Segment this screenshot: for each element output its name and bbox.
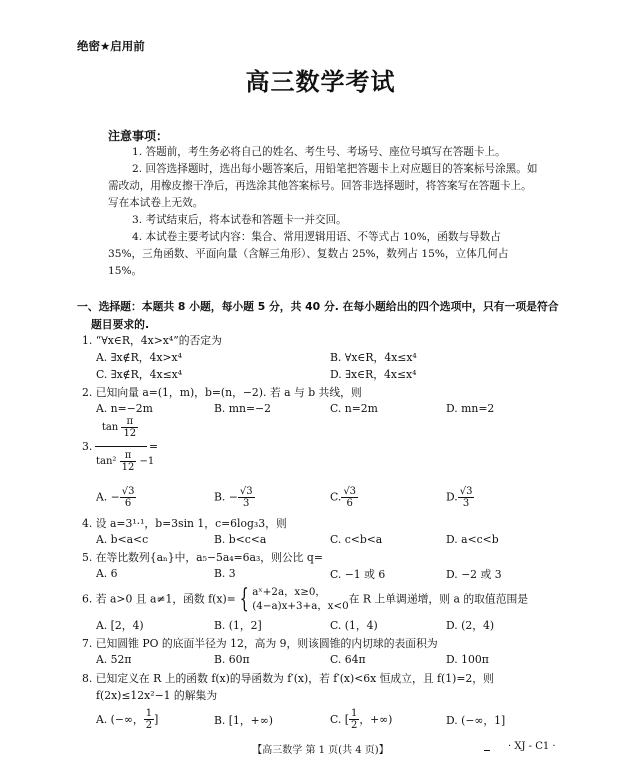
section-heading bbox=[77, 298, 567, 334]
question-5-option-c: C. −1 或 6 bbox=[330, 568, 386, 581]
question-2-stem: 2. 已知向量 a=(1，m)，b=(n，−2). 若 a 与 b 共线，则 bbox=[82, 386, 362, 399]
section-heading-line1: 一、选择题：本题共 8 小题，每小题 5 分，共 40 分. 在每小题给出的四个选项中，只有一项是符合 bbox=[77, 300, 559, 313]
notice-item-1: 1. 答题前，考生务必将自己的姓名、考生号、考场号、座位号填写在答题卡上。 bbox=[132, 146, 506, 158]
question-6-stem: 6. 若 a>0 且 a≠1，函数 f(x)= { aˣ+2a，x≥0， (4−a)x+3+a，x<0 在 R 上单调递增，则 a 的取值范围是 bbox=[82, 584, 529, 614]
question-2-option-c: C. n=2m bbox=[330, 402, 378, 415]
question-3-denominator: tan² $\frac{\pi}{12}$ −1 bbox=[96, 450, 155, 473]
question-6-option-b: B. (1，2] bbox=[214, 619, 262, 632]
question-3-option-a: A. − $\frac{√3}{6}$ bbox=[96, 486, 135, 509]
question-5-option-b: B. 3 bbox=[214, 567, 236, 580]
question-8-option-c: C. [ $\frac{1}{2}$ ，+∞) bbox=[330, 708, 393, 731]
question-7-option-d: D. 100π bbox=[446, 653, 489, 666]
question-7-option-a: A. 52π bbox=[96, 653, 132, 666]
question-7-option-c: C. 64π bbox=[330, 653, 366, 666]
question-8-option-a: A. (−∞， $\frac{1}{2}$ ] bbox=[96, 708, 159, 731]
exam-code: · XJ - C1 · bbox=[508, 741, 556, 752]
footer-mark bbox=[484, 750, 490, 751]
question-6-option-a: A. [2，4) bbox=[96, 619, 144, 632]
question-3-numerator: tan $\frac{\pi}{12}$ bbox=[101, 416, 137, 439]
question-5-option-d: D. −2 或 3 bbox=[446, 568, 502, 581]
question-1-stem: 1. “∀x∈R，4x>x⁴”的否定为 bbox=[82, 334, 222, 347]
notice-heading: 注意事项： bbox=[108, 129, 169, 143]
question-1-option-a: A. ∃x∉R，4x>x⁴ bbox=[96, 351, 182, 364]
question-8-stem-line2: f(2x)≤12x²−1 的解集为 bbox=[96, 689, 218, 702]
question-3-option-b: B. − $\frac{√3}{3}$ bbox=[214, 486, 253, 509]
question-7-stem: 7. 已知圆锥 PO 的底面半径为 12，高为 9，则该圆锥的内切球的表面积为 bbox=[82, 637, 438, 650]
question-4-option-d: D. a<c<b bbox=[446, 533, 499, 546]
question-8-option-b: B. [1，+∞) bbox=[214, 714, 273, 727]
question-3-option-c: C. $\frac{√3}{6}$ bbox=[330, 486, 357, 509]
section-heading-line2: 题目要求的. bbox=[91, 318, 150, 331]
question-1-option-d: D. ∃x∈R，4x≤x⁴ bbox=[330, 368, 417, 381]
question-6-brace: { bbox=[239, 584, 249, 614]
question-4-option-c: C. c<b<a bbox=[330, 533, 383, 546]
question-3-number: 3. bbox=[82, 440, 93, 453]
question-3-fraction-bar bbox=[95, 446, 147, 447]
question-5-stem: 5. 在等比数列{aₙ}中，a₅−5a₄=6a₃，则公比 q= bbox=[82, 551, 323, 564]
question-3-equals: = bbox=[149, 440, 159, 453]
question-5-option-a: A. 6 bbox=[96, 567, 118, 580]
question-4-stem: 4. 设 a=3¹·¹，b=3sin 1，c=6log₃3，则 bbox=[82, 517, 287, 530]
question-6-option-d: D. (2，4) bbox=[446, 619, 495, 632]
page-footer: 【高三数学 第 1 页(共 4 页)】 bbox=[252, 745, 389, 756]
confidential-label: 绝密★启用前 bbox=[77, 39, 145, 53]
question-2-option-a: A. n=−2m bbox=[96, 402, 153, 415]
question-1-option-c: C. ∃x∉R，4x≤x⁴ bbox=[96, 368, 183, 381]
question-2-option-d: D. mn=2 bbox=[446, 402, 495, 415]
question-4-option-b: B. b<c<a bbox=[214, 533, 267, 546]
notice-item-3: 3. 考试结束后，将本试卷和答题卡一并交回。 bbox=[132, 214, 347, 226]
page-title: 高三数学考试 bbox=[245, 68, 396, 96]
question-4-option-a: A. b<a<c bbox=[96, 533, 149, 546]
notice-item-4: 4. 本试卷主要考试内容：集合、常用逻辑用语、不等式占 10%，函数与导数占 35%，三角函数、平面向量（含解三角形）、复数占 25%，数列占 15%，立体几何占 15%。 bbox=[108, 231, 509, 277]
notice-item-2: 2. 回答选择题时，选出每小题答案后，用铅笔把答题卡上对应题目的答案标号涂黑。如需改动，用橡皮擦干净后，再选涂其他答案标号。回答非选择题时，将答案写在答题卡上。写在本试卷上无效。 bbox=[108, 163, 538, 209]
question-1-option-b: B. ∀x∈R，4x≤x⁴ bbox=[330, 351, 417, 364]
question-7-option-b: B. 60π bbox=[214, 653, 250, 666]
question-6-piecewise: aˣ+2a，x≥0， (4−a)x+3+a，x<0 bbox=[252, 586, 349, 612]
question-6-option-c: C. (1，4) bbox=[330, 619, 378, 632]
question-8-option-d: D. (−∞，1] bbox=[446, 714, 506, 727]
question-8-stem-line1: 8. 已知定义在 R 上的函数 f(x)的导函数为 f′(x)，若 f′(x)<6x 恒成立，且 f(1)=2，则 bbox=[82, 672, 494, 685]
question-3-option-d: D. $\frac{√3}{3}$ bbox=[446, 486, 473, 509]
question-2-option-b: B. mn=−2 bbox=[214, 402, 271, 415]
